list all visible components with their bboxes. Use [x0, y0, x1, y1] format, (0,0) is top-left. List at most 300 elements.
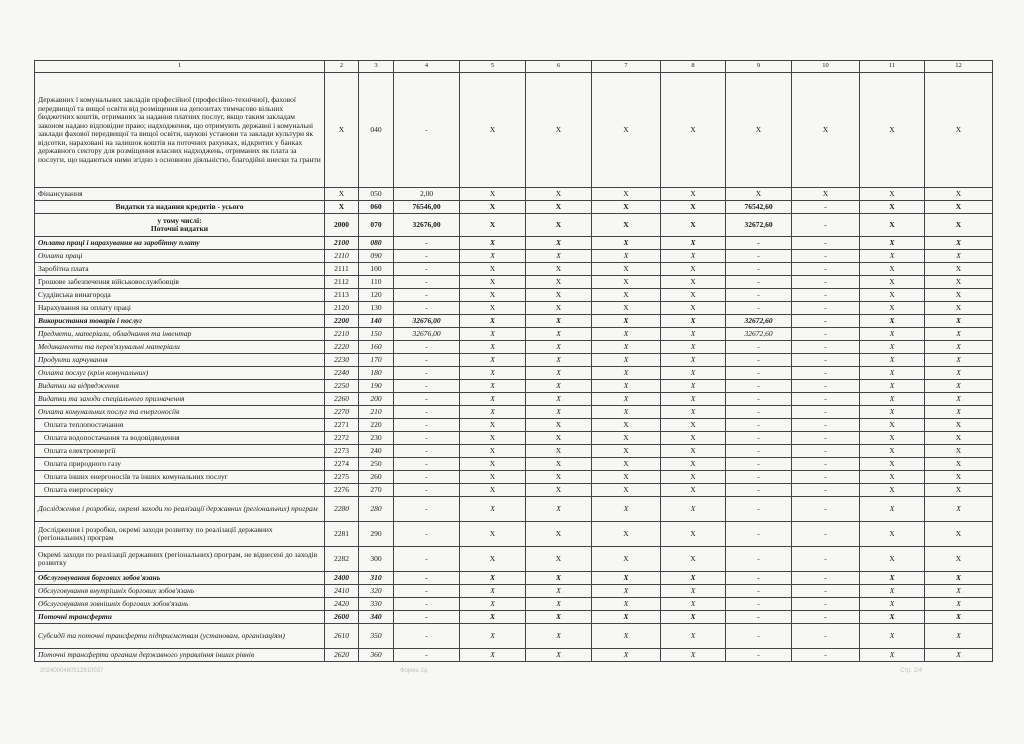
cell-col-10: - — [792, 276, 860, 289]
cell-col-12: X — [925, 649, 993, 662]
cell-col-4: - — [394, 649, 460, 662]
cell-col-11: X — [860, 380, 925, 393]
cell-col-4: 32676,00 — [394, 315, 460, 328]
cell-col-8: X — [661, 214, 726, 237]
cell-col-6: X — [526, 419, 592, 432]
cell-col-11: X — [860, 276, 925, 289]
cell-col-6: X — [526, 380, 592, 393]
table-row — [35, 547, 993, 572]
cell-col-10: - — [792, 624, 860, 649]
row-label: Обслуговування боргових зобов'язань — [35, 572, 325, 585]
cell-col-3: 330 — [359, 598, 394, 611]
cell-col-9: - — [726, 276, 792, 289]
cell-col-10: - — [792, 649, 860, 662]
cell-col-2: 2282 — [325, 547, 359, 572]
cell-col-5: X — [460, 585, 526, 598]
cell-col-7: X — [592, 276, 661, 289]
cell-col-8: X — [661, 302, 726, 315]
cell-col-4: 32676,00 — [394, 214, 460, 237]
cell-col-11: X — [860, 237, 925, 250]
table-row — [35, 649, 993, 662]
row-label: Продукти харчування — [35, 354, 325, 367]
cell-col-10: - — [792, 237, 860, 250]
cell-col-10: - — [792, 250, 860, 263]
cell-col-3: 360 — [359, 649, 394, 662]
cell-col-4: - — [394, 276, 460, 289]
cell-col-3: 260 — [359, 471, 394, 484]
cell-col-12: X — [925, 380, 993, 393]
table-row — [35, 611, 993, 624]
cell-col-2: 2271 — [325, 419, 359, 432]
cell-col-3: 140 — [359, 315, 394, 328]
cell-col-12: X — [925, 341, 993, 354]
cell-col-3: 210 — [359, 406, 394, 419]
table-row — [35, 302, 993, 315]
cell-col-8: X — [661, 393, 726, 406]
cell-col-9: X — [726, 188, 792, 201]
cell-col-8: X — [661, 598, 726, 611]
cell-col-12: X — [925, 522, 993, 547]
row-label: Фінансування — [35, 188, 325, 201]
row-label: Суддівська винагорода — [35, 289, 325, 302]
header-cell: 9 — [726, 61, 792, 73]
cell-col-4: - — [394, 624, 460, 649]
table-row — [35, 624, 993, 649]
row-label: Обслуговування зовнішніх боргових зобов'язань — [35, 598, 325, 611]
cell-col-12: X — [925, 188, 993, 201]
cell-col-9: - — [726, 237, 792, 250]
row-label: Оплата праці — [35, 250, 325, 263]
table-row — [35, 484, 993, 497]
cell-col-8: X — [661, 73, 726, 188]
cell-col-10: X — [792, 73, 860, 188]
header-cell: 7 — [592, 61, 661, 73]
cell-col-4: - — [394, 458, 460, 471]
cell-col-9: X — [726, 73, 792, 188]
cell-col-7: X — [592, 380, 661, 393]
cell-col-5: X — [460, 289, 526, 302]
cell-col-11: X — [860, 302, 925, 315]
cell-col-5: X — [460, 367, 526, 380]
row-label: Оплата природного газу — [35, 458, 325, 471]
cell-col-2: X — [325, 188, 359, 201]
cell-col-6: X — [526, 250, 592, 263]
cell-col-6: X — [526, 367, 592, 380]
cell-col-7: X — [592, 624, 661, 649]
cell-col-7: X — [592, 585, 661, 598]
cell-col-4: - — [394, 484, 460, 497]
cell-col-12: X — [925, 263, 993, 276]
cell-col-5: X — [460, 432, 526, 445]
cell-col-7: X — [592, 406, 661, 419]
cell-col-2: 2260 — [325, 393, 359, 406]
row-label: Окремі заходи по реалізації державних (регіональних) програм, не віднесені до заходів розвитку — [35, 547, 325, 572]
cell-col-7: X — [592, 611, 661, 624]
cell-col-4: - — [394, 522, 460, 547]
cell-col-11: X — [860, 188, 925, 201]
cell-col-2: 2240 — [325, 367, 359, 380]
table-row — [35, 341, 993, 354]
cell-col-12: X — [925, 73, 993, 188]
cell-col-3: 050 — [359, 188, 394, 201]
cell-col-2: 2410 — [325, 585, 359, 598]
cell-col-3: 080 — [359, 237, 394, 250]
cell-col-12: X — [925, 547, 993, 572]
cell-col-8: X — [661, 406, 726, 419]
cell-col-8: X — [661, 237, 726, 250]
cell-col-4: - — [394, 572, 460, 585]
row-label: Оплата теплопостачання — [35, 419, 325, 432]
cell-col-6: X — [526, 445, 592, 458]
table-row — [35, 419, 993, 432]
cell-col-5: X — [460, 649, 526, 662]
cell-col-2: 2100 — [325, 237, 359, 250]
cell-col-10: - — [792, 445, 860, 458]
cell-col-2: 2110 — [325, 250, 359, 263]
cell-col-5: X — [460, 201, 526, 214]
cell-col-10: - — [792, 406, 860, 419]
header-cell: 5 — [460, 61, 526, 73]
cell-col-3: 290 — [359, 522, 394, 547]
cell-col-11: X — [860, 315, 925, 328]
cell-col-11: X — [860, 471, 925, 484]
cell-col-5: X — [460, 419, 526, 432]
cell-col-12: X — [925, 484, 993, 497]
cell-col-5: X — [460, 237, 526, 250]
cell-col-10: - — [792, 471, 860, 484]
cell-col-2: 2112 — [325, 276, 359, 289]
cell-col-6: X — [526, 237, 592, 250]
table-row — [35, 522, 993, 547]
cell-col-7: X — [592, 214, 661, 237]
cell-col-5: X — [460, 458, 526, 471]
cell-col-3: 160 — [359, 341, 394, 354]
cell-col-7: X — [592, 432, 661, 445]
cell-col-6: X — [526, 315, 592, 328]
cell-col-10: - — [792, 598, 860, 611]
cell-col-9: - — [726, 624, 792, 649]
row-label: Оплата послуг (крім комунальних) — [35, 367, 325, 380]
cell-col-3: 180 — [359, 367, 394, 380]
row-label: Видатки та надання кредитів - усього — [35, 201, 325, 214]
cell-col-2: 2220 — [325, 341, 359, 354]
cell-col-4: - — [394, 354, 460, 367]
cell-col-2: 2230 — [325, 354, 359, 367]
cell-col-7: X — [592, 419, 661, 432]
cell-col-2: 2200 — [325, 315, 359, 328]
cell-col-10: - — [792, 201, 860, 214]
cell-col-4: - — [394, 393, 460, 406]
cell-col-9: - — [726, 302, 792, 315]
cell-col-2: 2210 — [325, 328, 359, 341]
cell-col-9: - — [726, 432, 792, 445]
cell-col-4: - — [394, 73, 460, 188]
cell-col-11: X — [860, 367, 925, 380]
cell-col-12: X — [925, 611, 993, 624]
header-cell: 11 — [860, 61, 925, 73]
cell-col-11: X — [860, 497, 925, 522]
cell-col-2: 2420 — [325, 598, 359, 611]
row-label: Використання товарів і послуг — [35, 315, 325, 328]
cell-col-5: X — [460, 263, 526, 276]
cell-col-9: - — [726, 497, 792, 522]
cell-col-12: X — [925, 201, 993, 214]
cell-col-3: 350 — [359, 624, 394, 649]
cell-col-5: X — [460, 302, 526, 315]
cell-col-11: X — [860, 432, 925, 445]
header-cell: 1 — [35, 61, 325, 73]
row-label: Предмети, матеріали, обладнання та інвентар — [35, 328, 325, 341]
cell-col-5: X — [460, 598, 526, 611]
cell-col-9: - — [726, 341, 792, 354]
cell-col-9: - — [726, 547, 792, 572]
cell-col-12: X — [925, 572, 993, 585]
table-row — [35, 73, 993, 188]
row-label: Медикаменти та перев'язувальні матеріали — [35, 341, 325, 354]
cell-col-9: - — [726, 393, 792, 406]
cell-col-2: 2600 — [325, 611, 359, 624]
cell-col-8: X — [661, 522, 726, 547]
cell-col-7: X — [592, 445, 661, 458]
document-barcode-number: 2024000460512910037 — [40, 668, 104, 674]
cell-col-10: - — [792, 458, 860, 471]
cell-col-7: X — [592, 598, 661, 611]
cell-col-11: X — [860, 201, 925, 214]
row-label: Поточні трансферти — [35, 611, 325, 624]
cell-col-8: X — [661, 328, 726, 341]
cell-col-8: X — [661, 201, 726, 214]
cell-col-8: X — [661, 367, 726, 380]
cell-col-2: 2280 — [325, 497, 359, 522]
table-row — [35, 497, 993, 522]
cell-col-8: X — [661, 263, 726, 276]
cell-col-11: X — [860, 445, 925, 458]
budget-table — [34, 60, 993, 662]
cell-col-5: X — [460, 380, 526, 393]
cell-col-11: X — [860, 572, 925, 585]
cell-col-11: X — [860, 624, 925, 649]
cell-col-8: X — [661, 572, 726, 585]
cell-col-9: - — [726, 649, 792, 662]
cell-col-9: 32672,60 — [726, 328, 792, 341]
table-row — [35, 237, 993, 250]
cell-col-12: X — [925, 458, 993, 471]
cell-col-10: - — [792, 484, 860, 497]
row-label: Заробітна плата — [35, 263, 325, 276]
cell-col-3: 120 — [359, 289, 394, 302]
cell-col-5: X — [460, 341, 526, 354]
cell-col-9: - — [726, 484, 792, 497]
header-cell: 10 — [792, 61, 860, 73]
cell-col-5: X — [460, 250, 526, 263]
cell-col-2: 2276 — [325, 484, 359, 497]
cell-col-3: 230 — [359, 432, 394, 445]
table-row — [35, 458, 993, 471]
cell-col-7: X — [592, 458, 661, 471]
cell-col-11: X — [860, 611, 925, 624]
cell-col-9: - — [726, 611, 792, 624]
cell-col-10: - — [792, 547, 860, 572]
cell-col-5: X — [460, 611, 526, 624]
cell-col-6: X — [526, 406, 592, 419]
cell-col-7: X — [592, 572, 661, 585]
cell-col-7: X — [592, 471, 661, 484]
table-row — [35, 276, 993, 289]
cell-col-10: - — [792, 341, 860, 354]
cell-col-4: - — [394, 289, 460, 302]
cell-col-11: X — [860, 419, 925, 432]
cell-col-8: X — [661, 649, 726, 662]
cell-col-4: - — [394, 367, 460, 380]
cell-col-11: X — [860, 649, 925, 662]
cell-col-6: X — [526, 201, 592, 214]
cell-col-6: X — [526, 497, 592, 522]
cell-col-3: 070 — [359, 214, 394, 237]
cell-col-9: - — [726, 289, 792, 302]
cell-col-8: X — [661, 432, 726, 445]
cell-col-10: - — [792, 328, 860, 341]
cell-col-12: X — [925, 497, 993, 522]
cell-col-4: - — [394, 250, 460, 263]
cell-col-2: 2400 — [325, 572, 359, 585]
cell-col-11: X — [860, 289, 925, 302]
report-sheet — [34, 60, 992, 662]
cell-col-3: 130 — [359, 302, 394, 315]
table-row — [35, 585, 993, 598]
table-row — [35, 354, 993, 367]
cell-col-2: 2273 — [325, 445, 359, 458]
cell-col-2: 2113 — [325, 289, 359, 302]
cell-col-3: 150 — [359, 328, 394, 341]
table-row — [35, 406, 993, 419]
cell-col-11: X — [860, 547, 925, 572]
cell-col-3: 300 — [359, 547, 394, 572]
header-cell: 6 — [526, 61, 592, 73]
cell-col-2: 2620 — [325, 649, 359, 662]
cell-col-7: X — [592, 497, 661, 522]
row-label: Оплата комунальних послуг та енергоносіїв — [35, 406, 325, 419]
cell-col-6: X — [526, 484, 592, 497]
row-label: Видатки та заходи спеціального призначення — [35, 393, 325, 406]
cell-col-2: 2275 — [325, 471, 359, 484]
cell-col-10: - — [792, 302, 860, 315]
cell-col-9: - — [726, 522, 792, 547]
cell-col-7: X — [592, 341, 661, 354]
cell-col-8: X — [661, 289, 726, 302]
cell-col-8: X — [661, 547, 726, 572]
table-row — [35, 393, 993, 406]
cell-col-5: X — [460, 572, 526, 585]
cell-col-9: - — [726, 354, 792, 367]
cell-col-12: X — [925, 367, 993, 380]
cell-col-3: 310 — [359, 572, 394, 585]
table-row — [35, 471, 993, 484]
row-label: Оплата водопостачання та водовідведення — [35, 432, 325, 445]
cell-col-12: X — [925, 289, 993, 302]
cell-col-2: 2610 — [325, 624, 359, 649]
cell-col-4: - — [394, 432, 460, 445]
cell-col-8: X — [661, 445, 726, 458]
cell-col-5: X — [460, 484, 526, 497]
cell-col-3: 060 — [359, 201, 394, 214]
cell-col-4: - — [394, 611, 460, 624]
cell-col-2: X — [325, 201, 359, 214]
cell-col-9: 32672,60 — [726, 315, 792, 328]
cell-col-7: X — [592, 302, 661, 315]
cell-col-6: X — [526, 547, 592, 572]
cell-col-10: - — [792, 393, 860, 406]
cell-col-5: X — [460, 188, 526, 201]
cell-col-8: X — [661, 250, 726, 263]
cell-col-3: 040 — [359, 73, 394, 188]
cell-col-5: X — [460, 547, 526, 572]
cell-col-11: X — [860, 328, 925, 341]
cell-col-6: X — [526, 263, 592, 276]
cell-col-3: 250 — [359, 458, 394, 471]
cell-col-9: - — [726, 263, 792, 276]
cell-col-10: - — [792, 522, 860, 547]
cell-col-2: 2274 — [325, 458, 359, 471]
cell-col-12: X — [925, 237, 993, 250]
cell-col-11: X — [860, 341, 925, 354]
cell-col-10: - — [792, 263, 860, 276]
cell-col-4: - — [394, 471, 460, 484]
table-row — [35, 214, 993, 237]
cell-col-6: X — [526, 611, 592, 624]
cell-col-12: X — [925, 393, 993, 406]
cell-col-3: 170 — [359, 354, 394, 367]
cell-col-6: X — [526, 458, 592, 471]
cell-col-12: X — [925, 471, 993, 484]
cell-col-11: X — [860, 354, 925, 367]
cell-col-11: X — [860, 458, 925, 471]
cell-col-3: 280 — [359, 497, 394, 522]
cell-col-12: X — [925, 250, 993, 263]
cell-col-5: X — [460, 328, 526, 341]
cell-col-8: X — [661, 341, 726, 354]
cell-col-4: 2,00 — [394, 188, 460, 201]
cell-col-12: X — [925, 419, 993, 432]
cell-col-8: X — [661, 497, 726, 522]
cell-col-8: X — [661, 471, 726, 484]
cell-col-10: - — [792, 214, 860, 237]
cell-col-10: - — [792, 367, 860, 380]
cell-col-8: X — [661, 611, 726, 624]
cell-col-2: X — [325, 73, 359, 188]
cell-col-10: - — [792, 432, 860, 445]
cell-col-6: X — [526, 432, 592, 445]
cell-col-12: X — [925, 214, 993, 237]
cell-col-4: - — [394, 380, 460, 393]
cell-col-2: 2270 — [325, 406, 359, 419]
cell-col-12: X — [925, 598, 993, 611]
cell-col-5: X — [460, 522, 526, 547]
cell-col-3: 110 — [359, 276, 394, 289]
cell-col-7: X — [592, 547, 661, 572]
cell-col-2: 2250 — [325, 380, 359, 393]
cell-col-10: - — [792, 289, 860, 302]
table-row — [35, 201, 993, 214]
cell-col-12: X — [925, 302, 993, 315]
table-row — [35, 328, 993, 341]
header-cell: 8 — [661, 61, 726, 73]
cell-col-11: X — [860, 598, 925, 611]
cell-col-9: - — [726, 380, 792, 393]
cell-col-6: X — [526, 289, 592, 302]
cell-col-4: 32676,00 — [394, 328, 460, 341]
cell-col-6: X — [526, 341, 592, 354]
cell-col-2: 2281 — [325, 522, 359, 547]
